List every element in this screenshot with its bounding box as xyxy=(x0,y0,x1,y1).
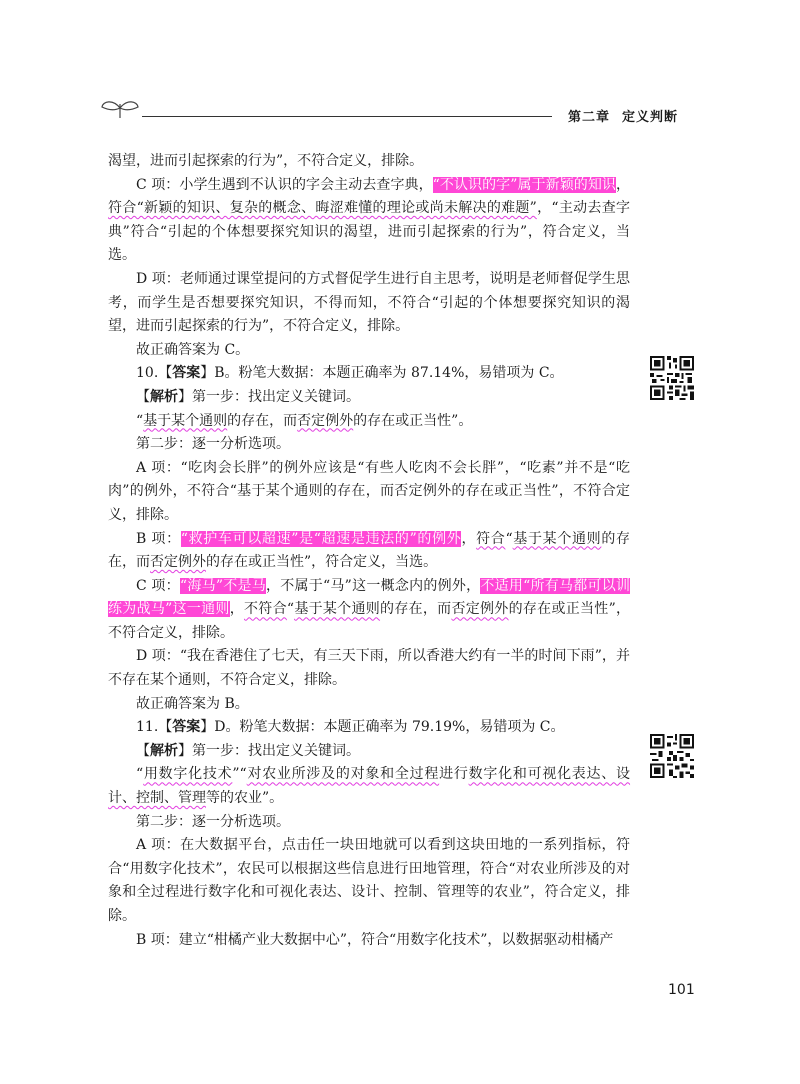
page-number: 101 xyxy=(668,982,695,998)
qr-code-icon[interactable] xyxy=(650,734,694,778)
text-run: ， xyxy=(616,176,630,193)
sprout-icon xyxy=(100,96,140,120)
paragraph: 故正确答案为 C。 xyxy=(136,341,250,358)
page-body xyxy=(108,150,630,952)
wavy-underline: 用数字化技术 xyxy=(143,766,233,783)
highlight-mark: “救护车可以超速”是“超速是违法的”的例外 xyxy=(180,530,462,547)
chapter-number: 第二章 xyxy=(568,110,611,125)
wavy-underline: 基于某个通则 xyxy=(294,601,381,618)
paragraph: 第二步：逐一分析选项。 xyxy=(136,436,290,453)
paragraph xyxy=(108,763,630,810)
paragraph xyxy=(108,410,630,434)
wavy-underline: 对农业所涉及的对象和全过程 xyxy=(246,766,440,783)
paragraph: D 项：老师通过课堂提问的方式督促学生进行自主思考，说明是老师督促学生思考，而学生是否想要探究知识，不得而知，不符合“引起的个体想要探究知识的渴望，进而引起探索的行为”，不符合定义，排除。 xyxy=(108,270,630,335)
analysis-line xyxy=(108,740,630,764)
text-run: 的存在，而 xyxy=(108,530,630,571)
page-header xyxy=(100,96,690,126)
paragraph: 第二步：逐一分析选项。 xyxy=(136,813,290,830)
wavy-underline: 基于某个通则 xyxy=(143,412,228,429)
text-run: 】第一步：找出定义关键词。 xyxy=(178,742,360,759)
wavy-underline: 符合“新颖的知识、复杂的概念、晦涩难懂的理论或尚未解决的难题” xyxy=(108,200,537,217)
wavy-underline: 不符合 xyxy=(244,601,287,618)
highlight-mark: “海马”不是马 xyxy=(179,577,266,594)
paragraph: B 项：建立“柑橘产业大数据中心”，符合“用数字化技术”，以数据驱动柑橘产 xyxy=(136,931,614,948)
answer-line xyxy=(108,716,630,740)
text-run: 的存在或正当性”，不符合定义，排除。 xyxy=(108,601,631,641)
text-run: B 项： xyxy=(136,530,181,547)
text-run: 】B。粉笔大数据：本题正确率为 87.14%，易错项为 C。 xyxy=(200,365,564,382)
wavy-underline: 符合 xyxy=(476,530,506,547)
answer-label: 答案 xyxy=(172,719,201,736)
paragraph xyxy=(108,528,630,575)
text-run: 】D。粉笔大数据：本题正确率为 79.19%，易错项为 C。 xyxy=(200,719,565,736)
text-run: C 项： xyxy=(136,577,180,594)
analysis-line xyxy=(108,386,630,410)
text-run: ，不属于“马”这一概念内的例外， xyxy=(266,577,481,594)
paragraph: 渴望，进而引起探索的行为”，不符合定义，排除。 xyxy=(108,153,424,169)
paragraph: 故正确答案为 B。 xyxy=(136,695,249,712)
analysis-label: 解析 xyxy=(150,742,178,759)
highlight-mark: “不认识的字”属于新颖的知识 xyxy=(432,176,616,193)
answer-line xyxy=(108,362,630,386)
text-run: 的存在，而 xyxy=(227,412,298,429)
paragraph: A 项：“吃肉会长胖”的例外应该是“有些人吃肉不会长胖”，“吃素”并不是“吃肉”的例外，不符合“基于某个通则的存在，而否定例外的存在或正当性”，不符合定义，排除。 xyxy=(108,459,630,523)
text-run: “ xyxy=(136,412,144,429)
text-run: ， xyxy=(229,601,245,618)
analysis-label: 解析 xyxy=(150,388,178,405)
text-run: C 项：小学生遇到不认识的字会主动去查字典， xyxy=(136,176,433,193)
text-run: “ xyxy=(286,601,295,618)
text-run: ”“ xyxy=(232,766,247,783)
answer-label: 答案 xyxy=(172,365,201,382)
header-rule xyxy=(142,116,552,117)
text-run: 11.【 xyxy=(136,719,173,736)
text-run: 【 xyxy=(136,742,150,759)
text-run: 的存在，而 xyxy=(380,601,452,618)
text-run: “ xyxy=(505,530,513,547)
chapter-label xyxy=(568,106,678,125)
wavy-underline: 否定例外 xyxy=(297,412,354,429)
chapter-title: 定义判断 xyxy=(622,110,679,125)
text-run: 10.【 xyxy=(136,365,173,382)
paragraph xyxy=(108,575,630,646)
wavy-underline: 否定例外 xyxy=(451,601,509,618)
text-run: 【 xyxy=(136,388,150,405)
text-run: 】第一步：找出定义关键词。 xyxy=(178,388,360,405)
text-run: “ xyxy=(136,766,144,783)
text-run: 等的农业”。 xyxy=(206,790,284,807)
text-run: ， xyxy=(461,530,477,547)
text-run: 进行 xyxy=(439,766,469,783)
paragraph xyxy=(108,174,630,268)
text-run: 的存在或正当性”，符合定义，当选。 xyxy=(206,554,438,571)
text-run: ，“主动去查字典”符合“引起的个体想要探究知识的渴望，进而引起探索的行为”，符合定义，当选。 xyxy=(108,200,630,264)
qr-code-icon[interactable] xyxy=(650,356,694,400)
text-run: 的存在或正当性”。 xyxy=(353,412,473,429)
wavy-underline: 数字化和可视化表达、设计、控制、管理 xyxy=(108,766,631,807)
paragraph: D 项：“我在香港住了七天，有三天下雨，所以香港大约有一半的时间下雨”，并不存在某个通则，不符合定义，排除。 xyxy=(108,648,630,689)
wavy-underline: 否定例外 xyxy=(150,554,206,571)
highlight-mark: 不适用“所有马都可以训练为战马”这一通则 xyxy=(108,577,630,618)
paragraph: A 项：在大数据平台，点击任一块田地就可以看到这块田地的一系列指标，符合“用数字化技术”，农民可以根据这些信息进行田地管理，符合“对农业所涉及的对象和全过程进行数字化和可视化表达、设计、控制、管理等的农业”，符合定义，排除。 xyxy=(108,837,630,924)
wavy-underline: 基于某个通则 xyxy=(512,530,602,547)
